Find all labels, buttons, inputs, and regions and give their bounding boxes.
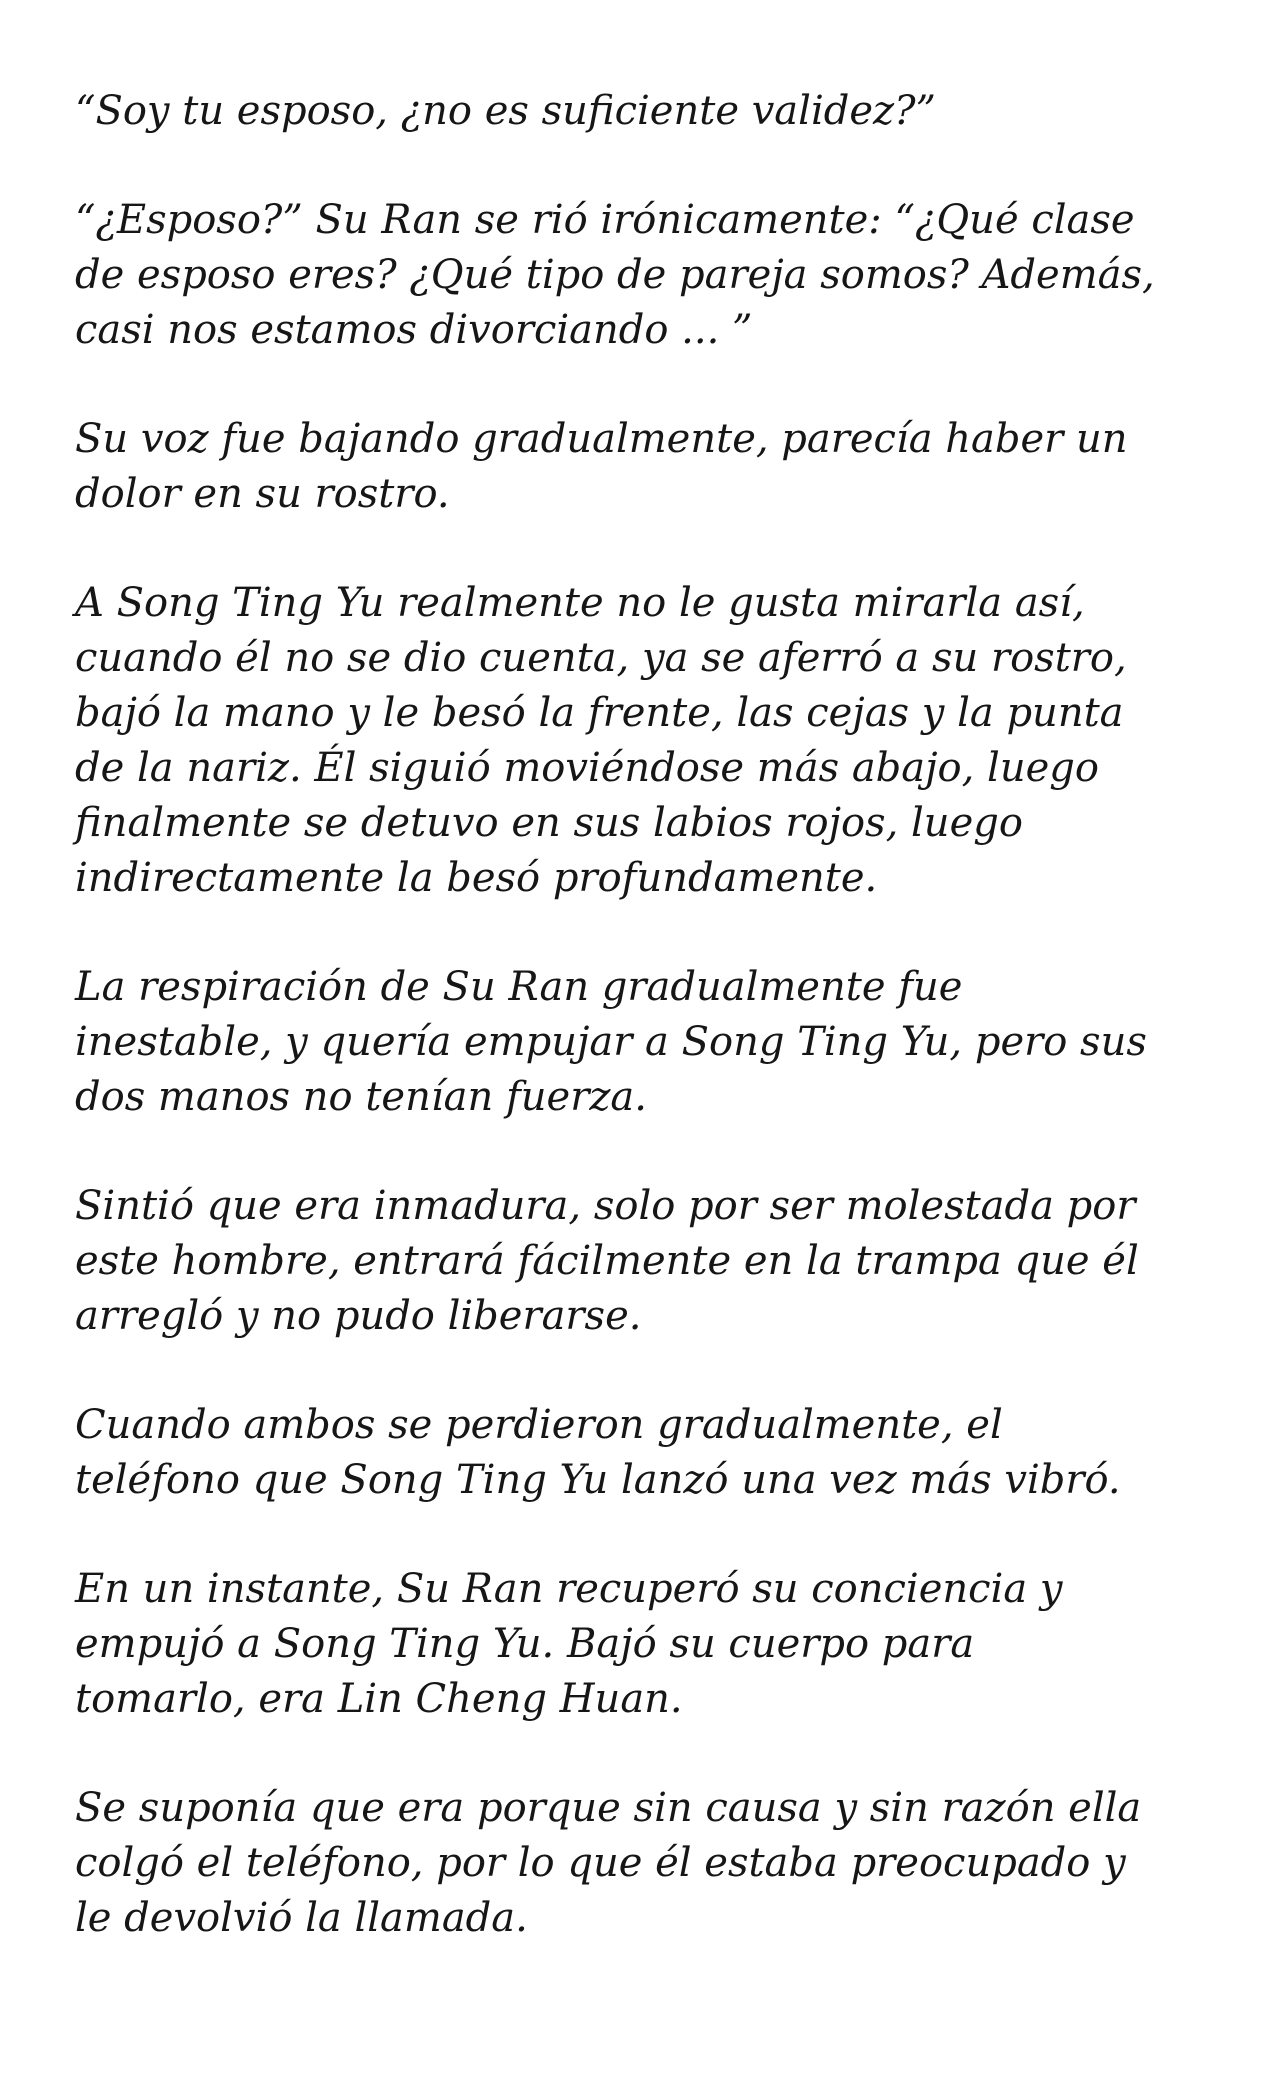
paragraph-1 bbox=[75, 84, 1215, 139]
text-line: inestable, y quería empujar a Song Ting Yu, pero sus bbox=[75, 1019, 1147, 1065]
text-line: arregló y no pudo liberarse. bbox=[75, 1293, 642, 1339]
text-line: colgó el teléfono, por lo que él estaba preocupado y bbox=[75, 1840, 1126, 1886]
text-line: cuando él no se dio cuenta, ya se aferró a su rostro, bbox=[75, 635, 1127, 681]
text-line: A Song Ting Yu realmente no le gusta mirarla así, bbox=[75, 580, 1085, 626]
text-line: de esposo eres? ¿Qué tipo de pareja somos? Además, bbox=[75, 252, 1155, 298]
paragraph-5 bbox=[75, 960, 1215, 1125]
text-line: teléfono que Song Ting Yu lanzó una vez más vibró. bbox=[75, 1457, 1121, 1503]
text-line: La respiración de Su Ran gradualmente fue bbox=[75, 964, 963, 1010]
text-line: dolor en su rostro. bbox=[75, 471, 450, 517]
text-line: Cuando ambos se perdieron gradualmente, el bbox=[75, 1402, 1003, 1448]
text-line: casi nos estamos divorciando ... ” bbox=[75, 307, 753, 353]
paragraph-7 bbox=[75, 1398, 1215, 1508]
text-line: indirectamente la besó profundamente. bbox=[75, 855, 878, 901]
paragraph-8 bbox=[75, 1562, 1215, 1727]
text-line: empujó a Song Ting Yu. Bajó su cuerpo para bbox=[75, 1621, 975, 1667]
text-line: Su voz fue bajando gradualmente, parecía haber un bbox=[75, 416, 1128, 462]
text-line: dos manos no tenían fuerza. bbox=[75, 1074, 647, 1120]
text-line: En un instante, Su Ran recuperó su conciencia y bbox=[75, 1566, 1063, 1612]
text-line: de la nariz. Él siguió moviéndose más abajo, luego bbox=[75, 745, 1099, 791]
paragraph-3 bbox=[75, 412, 1215, 522]
text-line: Se suponía que era porque sin causa y sin razón ella bbox=[75, 1785, 1142, 1831]
paragraph-9 bbox=[75, 1781, 1215, 1946]
text-line: Sintió que era inmadura, solo por ser molestada por bbox=[75, 1183, 1136, 1229]
text-line: bajó la mano y le besó la frente, las cejas y la punta bbox=[75, 690, 1124, 736]
text-line: este hombre, entrará fácilmente en la trampa que él bbox=[75, 1238, 1139, 1284]
paragraph-2 bbox=[75, 193, 1215, 358]
text-line: tomarlo, era Lin Cheng Huan. bbox=[75, 1676, 683, 1722]
paragraph-4 bbox=[75, 576, 1215, 906]
text-line: finalmente se detuvo en sus labios rojos, luego bbox=[75, 800, 1023, 846]
paragraph-6 bbox=[75, 1179, 1215, 1344]
text-line: le devolvió la llamada. bbox=[75, 1895, 528, 1941]
text-line: “Soy tu esposo, ¿no es suficiente validez?” bbox=[75, 88, 936, 134]
text-line: “¿Esposo?” Su Ran se rió irónicamente: “¿Qué clase bbox=[75, 197, 1135, 243]
